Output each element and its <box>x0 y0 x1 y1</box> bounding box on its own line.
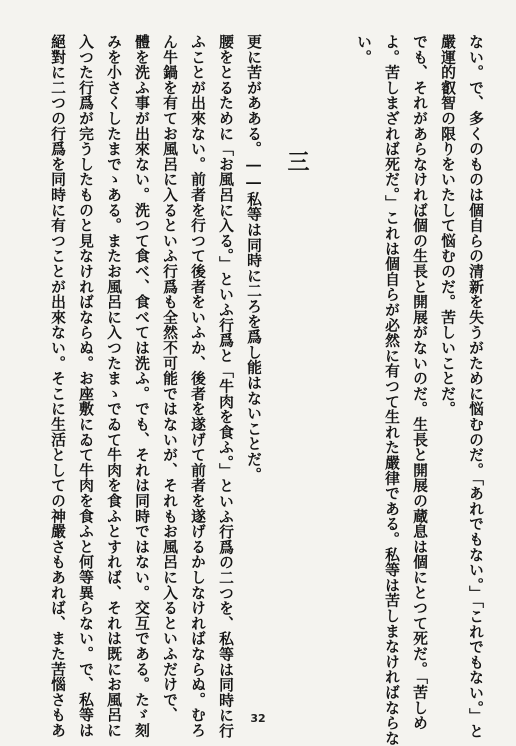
text-column: 腰をとるために「お風呂に入る。」といふ行爲と「牛肉を食ふ。」といふ行爲の二つを、私等は同時に行 <box>217 34 234 739</box>
text-column: ない。で、多くのものは個自らの清新を失うがために悩むのだ。「あれでもない。」「これでもない。」と <box>467 34 484 739</box>
text-column: みを小さくしたまでゝある。またお風呂に入つたまゝでゐて牛肉を食ふとすれば、それは既にお風呂に <box>105 34 122 738</box>
text-column: 絕對に二つの行爲を同時に有つことが出來ない。そこに生活としての神嚴さもあれば、また苦惱さもあ <box>49 34 66 738</box>
text-column: でも、それがあらなければ個の生長と開展がないのだ。生長と開展の蔵息は個にとつて死だ。「苦しめ <box>411 34 428 731</box>
text-column: ん牛鍋を有てお風呂に入るといふ行爲も全然不可能ではないが、それもお風呂に入るといふだけで、 <box>161 34 178 723</box>
text-column: 入つた行爲が完うしたものと見なければならぬ。お座敷にゐて牛肉を食ふと何等異らない。で、私等は <box>77 34 94 738</box>
text-column: 體を洗ふ事が出來ない。洗つて食べ、食べては洗ふ。でも、それは同時ではない。交互である。たゞ刻 <box>133 34 150 738</box>
section-number: 三 <box>284 150 310 172</box>
text-column: よ。苦しまざれば死だ。」これは個自らが必然に有つて生れた嚴律である。私等は苦しまなければならな <box>383 34 400 746</box>
text-column: ふことが出來ない。前者を行つて後者をいふか、後者を遂げて前者を遂げるかしなければならぬ。むろ <box>189 34 206 738</box>
page-number: 32 <box>250 712 266 725</box>
text-column: い。 <box>355 34 372 65</box>
text-column: 更に苦があある。――私等は同時に二ろを爲し能はないことだ。 <box>245 34 262 483</box>
text-column: 嚴運的叡智の限りをいたして悩むのだ。苦しいことだ。 <box>439 34 456 417</box>
